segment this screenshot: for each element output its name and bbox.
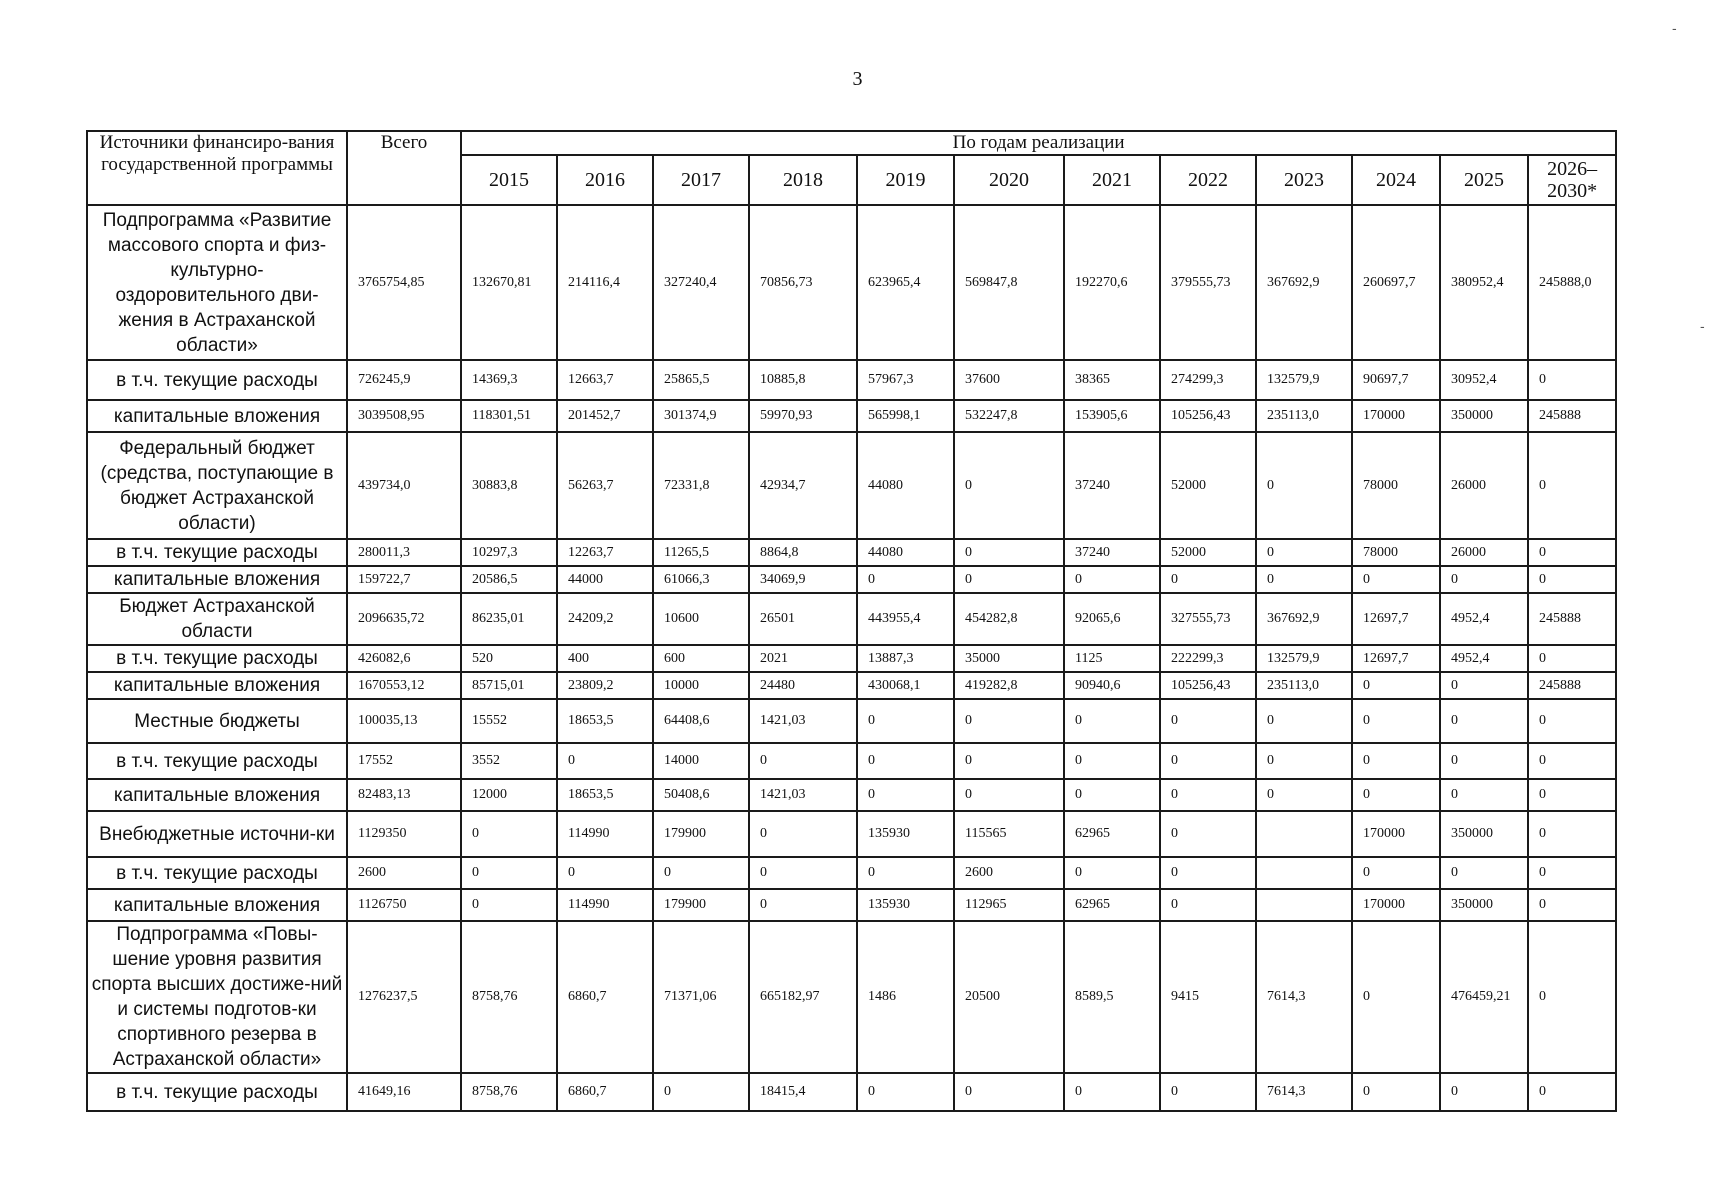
cell-value: 419282,8 — [954, 672, 1064, 699]
cell-value: 10600 — [653, 593, 749, 645]
cell-value: 235113,0 — [1256, 400, 1352, 432]
cell-value: 78000 — [1352, 432, 1440, 539]
cell-value: 18653,5 — [557, 699, 653, 743]
cell-value: 0 — [749, 889, 857, 921]
row-label: в т.ч. текущие расходы — [87, 857, 347, 889]
cell-value: 222299,3 — [1160, 645, 1256, 672]
cell-value: 8758,76 — [461, 921, 557, 1073]
cell-total: 159722,7 — [347, 566, 461, 593]
cell-value: 4952,4 — [1440, 593, 1528, 645]
cell-value: 0 — [1440, 743, 1528, 779]
cell-value: 400 — [557, 645, 653, 672]
cell-value: 0 — [1528, 539, 1616, 566]
cell-total: 41649,16 — [347, 1073, 461, 1111]
cell-value: 214116,4 — [557, 205, 653, 360]
table-row — [87, 645, 1616, 672]
cell-value: 34069,9 — [749, 566, 857, 593]
cell-value: 0 — [954, 743, 1064, 779]
cell-value: 105256,43 — [1160, 400, 1256, 432]
row-label: капитальные вложения — [87, 889, 347, 921]
cell-value: 8864,8 — [749, 539, 857, 566]
cell-value: 192270,6 — [1064, 205, 1160, 360]
cell-value: 0 — [1160, 1073, 1256, 1111]
cell-value — [1256, 811, 1352, 857]
cell-value: 443955,4 — [857, 593, 954, 645]
cell-value: 2021 — [749, 645, 857, 672]
row-label: Подпрограмма «Повы-шение уровня развития спорта высших достиже-ний и системы подготов-ки спортивного резерва в Астраханской области» — [87, 921, 347, 1073]
header-year: 2025 — [1440, 155, 1528, 205]
cell-value: 350000 — [1440, 400, 1528, 432]
cell-value: 0 — [1528, 645, 1616, 672]
cell-value: 327555,73 — [1160, 593, 1256, 645]
table-row — [87, 205, 1616, 360]
cell-value: 0 — [1160, 699, 1256, 743]
edge-mark: - — [1672, 20, 1677, 36]
cell-value: 10000 — [653, 672, 749, 699]
cell-value: 6860,7 — [557, 921, 653, 1073]
cell-value: 0 — [1160, 889, 1256, 921]
row-label: в т.ч. текущие расходы — [87, 1073, 347, 1111]
cell-value: 0 — [954, 566, 1064, 593]
row-label: капитальные вложения — [87, 566, 347, 593]
cell-value: 600 — [653, 645, 749, 672]
cell-value: 0 — [857, 566, 954, 593]
cell-value: 44000 — [557, 566, 653, 593]
cell-value: 0 — [1352, 699, 1440, 743]
cell-value: 12263,7 — [557, 539, 653, 566]
table-row — [87, 360, 1616, 400]
cell-value: 201452,7 — [557, 400, 653, 432]
header-total: Всего — [347, 131, 461, 205]
cell-value: 0 — [1440, 566, 1528, 593]
cell-value: 4952,4 — [1440, 645, 1528, 672]
header-source: Источники финансиро-вания государственной программы — [87, 131, 347, 205]
cell-value: 0 — [1352, 566, 1440, 593]
cell-value: 0 — [461, 889, 557, 921]
cell-value: 35000 — [954, 645, 1064, 672]
cell-value: 0 — [1064, 566, 1160, 593]
cell-value: 132579,9 — [1256, 360, 1352, 400]
header-year: 2021 — [1064, 155, 1160, 205]
cell-value: 70856,73 — [749, 205, 857, 360]
cell-value: 23809,2 — [557, 672, 653, 699]
cell-value: 274299,3 — [1160, 360, 1256, 400]
cell-value: 0 — [557, 857, 653, 889]
table-row — [87, 699, 1616, 743]
table-row — [87, 1073, 1616, 1111]
cell-value: 0 — [1256, 432, 1352, 539]
cell-total: 1126750 — [347, 889, 461, 921]
cell-value: 8758,76 — [461, 1073, 557, 1111]
cell-value: 0 — [1352, 857, 1440, 889]
cell-value: 42934,7 — [749, 432, 857, 539]
cell-value: 20500 — [954, 921, 1064, 1073]
header-year: 2016 — [557, 155, 653, 205]
cell-value: 179900 — [653, 889, 749, 921]
cell-value: 0 — [1352, 921, 1440, 1073]
cell-value: 112965 — [954, 889, 1064, 921]
cell-total: 280011,3 — [347, 539, 461, 566]
cell-value: 153905,6 — [1064, 400, 1160, 432]
cell-value: 0 — [1064, 699, 1160, 743]
cell-value: 90940,6 — [1064, 672, 1160, 699]
cell-value: 0 — [1528, 432, 1616, 539]
row-label: в т.ч. текущие расходы — [87, 539, 347, 566]
cell-value: 476459,21 — [1440, 921, 1528, 1073]
header-year: 2020 — [954, 155, 1064, 205]
cell-value: 13887,3 — [857, 645, 954, 672]
cell-total: 3039508,95 — [347, 400, 461, 432]
table-row — [87, 593, 1616, 645]
cell-value: 72331,8 — [653, 432, 749, 539]
cell-value: 245888 — [1528, 593, 1616, 645]
cell-value: 520 — [461, 645, 557, 672]
cell-value: 26000 — [1440, 539, 1528, 566]
cell-value: 0 — [557, 743, 653, 779]
cell-value: 0 — [1528, 857, 1616, 889]
cell-value: 0 — [857, 857, 954, 889]
cell-value: 14369,3 — [461, 360, 557, 400]
cell-value: 105256,43 — [1160, 672, 1256, 699]
cell-value: 92065,6 — [1064, 593, 1160, 645]
cell-value: 90697,7 — [1352, 360, 1440, 400]
cell-value: 44080 — [857, 432, 954, 539]
header-year: 2018 — [749, 155, 857, 205]
cell-value: 0 — [1352, 1073, 1440, 1111]
header-year: 2015 — [461, 155, 557, 205]
cell-value: 0 — [1256, 566, 1352, 593]
cell-value: 115565 — [954, 811, 1064, 857]
cell-total: 1670553,12 — [347, 672, 461, 699]
cell-value: 0 — [1528, 889, 1616, 921]
cell-value: 0 — [857, 779, 954, 811]
cell-value: 1421,03 — [749, 699, 857, 743]
cell-value: 14000 — [653, 743, 749, 779]
table-row — [87, 539, 1616, 566]
row-label: Бюджет Астраханской области — [87, 593, 347, 645]
cell-value: 135930 — [857, 889, 954, 921]
cell-value: 380952,4 — [1440, 205, 1528, 360]
cell-value: 0 — [954, 432, 1064, 539]
cell-value: 0 — [857, 1073, 954, 1111]
cell-value: 245888 — [1528, 400, 1616, 432]
cell-value: 12697,7 — [1352, 593, 1440, 645]
cell-value: 50408,6 — [653, 779, 749, 811]
cell-value: 0 — [1256, 699, 1352, 743]
cell-value: 0 — [461, 811, 557, 857]
cell-total: 439734,0 — [347, 432, 461, 539]
table-row — [87, 811, 1616, 857]
table-row — [87, 566, 1616, 593]
cell-value: 38365 — [1064, 360, 1160, 400]
row-label: в т.ч. текущие расходы — [87, 743, 347, 779]
cell-value: 170000 — [1352, 811, 1440, 857]
cell-value: 0 — [1064, 857, 1160, 889]
cell-value: 0 — [1256, 539, 1352, 566]
cell-value: 350000 — [1440, 889, 1528, 921]
table-row — [87, 743, 1616, 779]
table-row — [87, 921, 1616, 1073]
cell-value: 37240 — [1064, 432, 1160, 539]
cell-value: 1486 — [857, 921, 954, 1073]
cell-value: 20586,5 — [461, 566, 557, 593]
cell-value: 0 — [1352, 743, 1440, 779]
cell-value: 10885,8 — [749, 360, 857, 400]
cell-value: 0 — [1440, 1073, 1528, 1111]
cell-value: 3552 — [461, 743, 557, 779]
cell-value: 0 — [1160, 779, 1256, 811]
header-year: 2024 — [1352, 155, 1440, 205]
cell-value: 0 — [1528, 779, 1616, 811]
cell-total: 2600 — [347, 857, 461, 889]
table-row — [87, 400, 1616, 432]
cell-value: 260697,7 — [1352, 205, 1440, 360]
header-year: 2017 — [653, 155, 749, 205]
cell-value: 78000 — [1352, 539, 1440, 566]
cell-value: 15552 — [461, 699, 557, 743]
cell-value: 170000 — [1352, 400, 1440, 432]
cell-total: 82483,13 — [347, 779, 461, 811]
cell-value: 0 — [749, 743, 857, 779]
cell-value: 0 — [1528, 1073, 1616, 1111]
cell-value: 6860,7 — [557, 1073, 653, 1111]
cell-value: 1421,03 — [749, 779, 857, 811]
cell-value: 0 — [1528, 699, 1616, 743]
header-row-group — [87, 131, 1616, 155]
cell-value: 235113,0 — [1256, 672, 1352, 699]
cell-value: 454282,8 — [954, 593, 1064, 645]
cell-value: 623965,4 — [857, 205, 954, 360]
cell-value: 85715,01 — [461, 672, 557, 699]
row-label: Подпрограмма «Развитие массового спорта и физ-культурно-оздоровительного дви-жения в Астраханской области» — [87, 205, 347, 360]
cell-value: 0 — [1256, 779, 1352, 811]
cell-value: 565998,1 — [857, 400, 954, 432]
cell-value: 245888 — [1528, 672, 1616, 699]
cell-value: 18653,5 — [557, 779, 653, 811]
cell-value: 0 — [1352, 672, 1440, 699]
cell-value: 367692,9 — [1256, 205, 1352, 360]
table-row — [87, 889, 1616, 921]
row-label: Внебюджетные источни-ки — [87, 811, 347, 857]
cell-value: 0 — [1064, 1073, 1160, 1111]
cell-value: 0 — [749, 857, 857, 889]
cell-total: 426082,6 — [347, 645, 461, 672]
table-row — [87, 432, 1616, 539]
cell-total: 726245,9 — [347, 360, 461, 400]
table-header — [87, 131, 1616, 205]
cell-value: 0 — [653, 857, 749, 889]
header-year: 2019 — [857, 155, 954, 205]
cell-value: 10297,3 — [461, 539, 557, 566]
cell-value: 12000 — [461, 779, 557, 811]
edge-mark: - — [1700, 318, 1705, 334]
cell-value: 0 — [1440, 779, 1528, 811]
cell-value: 0 — [1160, 566, 1256, 593]
cell-value — [1256, 889, 1352, 921]
cell-value: 0 — [1160, 857, 1256, 889]
cell-value: 24209,2 — [557, 593, 653, 645]
cell-value: 0 — [954, 1073, 1064, 1111]
cell-value: 132579,9 — [1256, 645, 1352, 672]
cell-value: 170000 — [1352, 889, 1440, 921]
cell-value: 7614,3 — [1256, 1073, 1352, 1111]
cell-value: 0 — [653, 1073, 749, 1111]
cell-total: 1129350 — [347, 811, 461, 857]
cell-value: 245888,0 — [1528, 205, 1616, 360]
cell-value: 57967,3 — [857, 360, 954, 400]
cell-value: 0 — [1528, 566, 1616, 593]
cell-value: 179900 — [653, 811, 749, 857]
cell-value: 37600 — [954, 360, 1064, 400]
row-label: в т.ч. текущие расходы — [87, 360, 347, 400]
header-year: 2022 — [1160, 155, 1256, 205]
cell-value: 71371,06 — [653, 921, 749, 1073]
funding-table — [86, 130, 1617, 1112]
cell-value: 0 — [954, 699, 1064, 743]
cell-total: 2096635,72 — [347, 593, 461, 645]
cell-value: 0 — [954, 539, 1064, 566]
cell-value: 367692,9 — [1256, 593, 1352, 645]
row-label: капитальные вложения — [87, 779, 347, 811]
cell-value: 350000 — [1440, 811, 1528, 857]
cell-value: 301374,9 — [653, 400, 749, 432]
cell-value: 114990 — [557, 889, 653, 921]
cell-value: 569847,8 — [954, 205, 1064, 360]
cell-value: 0 — [1528, 360, 1616, 400]
cell-total: 100035,13 — [347, 699, 461, 743]
header-year: 2023 — [1256, 155, 1352, 205]
cell-value: 135930 — [857, 811, 954, 857]
cell-value: 44080 — [857, 539, 954, 566]
row-label: в т.ч. текущие расходы — [87, 645, 347, 672]
cell-total: 1276237,5 — [347, 921, 461, 1073]
cell-value: 56263,7 — [557, 432, 653, 539]
cell-value: 0 — [1440, 857, 1528, 889]
cell-value: 0 — [1440, 699, 1528, 743]
cell-value: 62965 — [1064, 889, 1160, 921]
cell-total: 3765754,85 — [347, 205, 461, 360]
cell-value: 0 — [1064, 779, 1160, 811]
cell-value: 2600 — [954, 857, 1064, 889]
table-row — [87, 672, 1616, 699]
cell-value: 379555,73 — [1160, 205, 1256, 360]
cell-value: 0 — [857, 743, 954, 779]
table-body — [87, 205, 1616, 1111]
cell-value: 30952,4 — [1440, 360, 1528, 400]
cell-value: 532247,8 — [954, 400, 1064, 432]
cell-value: 24480 — [749, 672, 857, 699]
cell-value: 0 — [1440, 672, 1528, 699]
table-row — [87, 857, 1616, 889]
cell-value: 327240,4 — [653, 205, 749, 360]
cell-value: 1125 — [1064, 645, 1160, 672]
cell-value: 18415,4 — [749, 1073, 857, 1111]
cell-value: 7614,3 — [1256, 921, 1352, 1073]
cell-value: 61066,3 — [653, 566, 749, 593]
cell-value: 59970,93 — [749, 400, 857, 432]
cell-value: 132670,81 — [461, 205, 557, 360]
cell-value: 11265,5 — [653, 539, 749, 566]
row-label: капитальные вложения — [87, 400, 347, 432]
table-row — [87, 779, 1616, 811]
cell-value — [1256, 857, 1352, 889]
cell-value: 9415 — [1160, 921, 1256, 1073]
cell-value: 12697,7 — [1352, 645, 1440, 672]
cell-value: 64408,6 — [653, 699, 749, 743]
cell-value: 12663,7 — [557, 360, 653, 400]
cell-value: 86235,01 — [461, 593, 557, 645]
cell-value: 25865,5 — [653, 360, 749, 400]
cell-value: 0 — [1160, 743, 1256, 779]
cell-value: 30883,8 — [461, 432, 557, 539]
cell-value: 26000 — [1440, 432, 1528, 539]
cell-value: 0 — [1352, 779, 1440, 811]
cell-value: 52000 — [1160, 539, 1256, 566]
cell-value: 430068,1 — [857, 672, 954, 699]
row-label: Федеральный бюджет (средства, поступающие в бюджет Астраханской области) — [87, 432, 347, 539]
cell-value: 118301,51 — [461, 400, 557, 432]
header-years-group: По годам реализации — [461, 131, 1616, 155]
cell-value: 0 — [954, 779, 1064, 811]
cell-value: 0 — [749, 811, 857, 857]
cell-value: 62965 — [1064, 811, 1160, 857]
cell-value: 0 — [1256, 743, 1352, 779]
page-number: 3 — [852, 68, 863, 90]
cell-value: 0 — [857, 699, 954, 743]
cell-value: 0 — [1064, 743, 1160, 779]
cell-value: 0 — [461, 857, 557, 889]
cell-value: 0 — [1160, 811, 1256, 857]
cell-value: 8589,5 — [1064, 921, 1160, 1073]
cell-value: 114990 — [557, 811, 653, 857]
cell-value: 52000 — [1160, 432, 1256, 539]
cell-value: 665182,97 — [749, 921, 857, 1073]
cell-value: 0 — [1528, 811, 1616, 857]
cell-value: 0 — [1528, 743, 1616, 779]
cell-value: 26501 — [749, 593, 857, 645]
header-year: 2026–2030* — [1528, 155, 1616, 205]
row-label: Местные бюджеты — [87, 699, 347, 743]
cell-value: 37240 — [1064, 539, 1160, 566]
cell-value: 0 — [1528, 921, 1616, 1073]
cell-total: 17552 — [347, 743, 461, 779]
row-label: капитальные вложения — [87, 672, 347, 699]
